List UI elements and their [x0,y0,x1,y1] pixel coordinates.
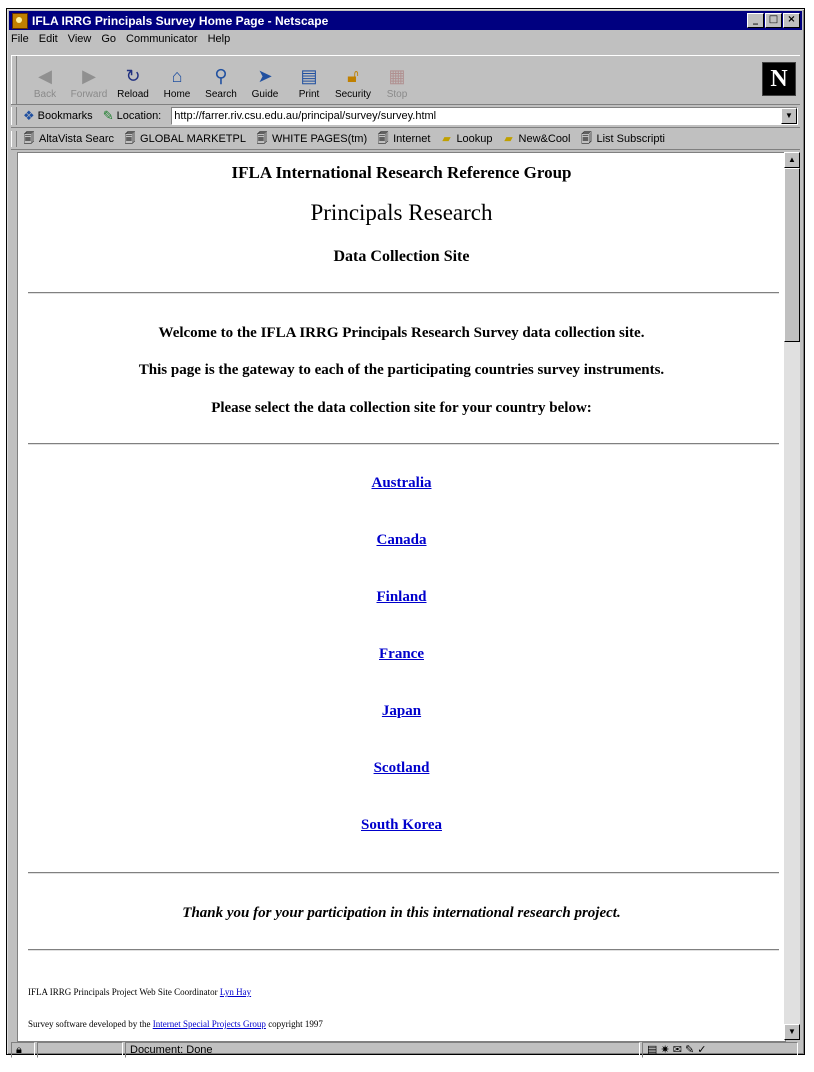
software-group-link[interactable]: Internet Special Projects Group [152,1019,266,1029]
bookmarks-icon: ❖ [23,108,35,123]
status-text: Document: Done [125,1042,640,1058]
location-icon: ✎ [102,108,114,123]
search-button[interactable]: ⚲ Search [205,65,237,100]
security-status-icon[interactable]: 🔒︎ [11,1042,35,1058]
forward-arrow-icon: ▶ [82,65,96,86]
links-grip[interactable] [11,131,17,147]
divider [28,872,779,874]
guide-icon: ➤ [257,65,273,86]
bookmark-page-icon: 🗐︎ [124,133,136,145]
print-icon: ▤ [300,65,318,86]
search-icon: ⚲ [214,65,228,86]
home-button[interactable]: ⌂ Home [163,65,191,100]
scroll-down-icon[interactable]: ▼ [784,1024,800,1040]
location-grip[interactable] [11,107,17,125]
country-link-australia[interactable]: Australia [371,475,432,491]
stop-icon: ▦ [388,65,406,86]
bookmarks-button[interactable]: ❖ Bookmarks [23,108,93,123]
coordinator-link[interactable]: Lyn Hay [219,987,252,997]
guide-button[interactable]: ➤ Guide [251,65,279,100]
netscape-app-icon [12,13,28,29]
security-button[interactable]: 🔓︎ Security [334,65,372,100]
location-label: ✎ Location: [102,108,162,123]
page-viewport[interactable] [17,152,786,1042]
welcome-text: Welcome to the IFLA IRRG Principals Research Survey data collection site. [158,325,645,341]
reload-button[interactable]: ↻ Reload [117,65,149,100]
back-arrow-icon: ◀ [38,65,52,86]
status-bar [11,1042,800,1058]
print-button[interactable]: ▤ Print [298,65,320,100]
link-global-marketplace[interactable]: 🗐︎ GLOBAL MARKETPL [124,133,246,145]
divider [28,292,779,294]
toolbar-grip[interactable] [11,56,17,104]
menu-file[interactable]: File [11,33,29,45]
maximize-button[interactable]: □ [765,13,782,28]
bookmark-page-icon: 🗐︎ [581,133,592,145]
folder-icon: ▰ [442,133,451,145]
folder-icon: ▰ [504,133,513,145]
personal-toolbar [11,129,800,150]
menu-communicator[interactable]: Communicator [126,33,198,45]
gateway-text: This page is the gateway to each of the participating countries survey instruments. [138,362,665,378]
select-instruction: Please select the data collection site for your country below: [211,400,592,416]
close-button[interactable]: × [783,13,800,28]
forward-button[interactable]: ▶ Forward [70,65,108,100]
country-link-canada[interactable]: Canada [376,532,427,548]
software-line: Survey software developed by the Internet Special Projects Group copyright 1997 [28,1019,323,1029]
menu-go[interactable]: Go [101,33,117,45]
link-list-subscription[interactable]: 🗐︎ List Subscripti [581,133,665,145]
bookmark-page-icon: 🗐︎ [377,133,389,145]
window-title: IFLA IRRG Principals Survey Home Page - Netscape [32,13,329,28]
progress-field [37,1042,123,1058]
scroll-thumb[interactable] [784,168,800,342]
home-icon: ⌂ [171,65,183,86]
country-link-scotland[interactable]: Scotland [373,760,430,776]
title-bar [9,11,802,30]
country-link-japan[interactable]: Japan [381,703,422,719]
url-dropdown-icon[interactable]: ▼ [781,108,797,124]
navigation-toolbar [11,55,800,105]
country-link-south-korea[interactable]: South Korea [361,817,442,833]
org-heading: IFLA International Research Reference Group [231,163,572,182]
thanks-text: Thank you for your participation in this international research project. [182,905,621,921]
stop-button[interactable]: ▦ Stop [386,65,408,100]
country-link-france[interactable]: France [379,646,424,662]
scroll-up-icon[interactable]: ▲ [784,152,800,168]
link-altavista[interactable]: 🗐︎ AltaVista Searc [23,133,115,145]
menu-edit[interactable]: Edit [38,33,58,45]
link-new-cool[interactable]: ▰ New&Cool [504,133,571,145]
location-toolbar [11,105,800,128]
divider [28,443,779,445]
vertical-scrollbar[interactable] [784,152,800,1040]
netscape-logo[interactable]: N [762,62,796,96]
url-input[interactable]: http://farrer.riv.csu.edu.au/principal/survey/survey.html ▼ [171,107,798,125]
menu-bar [11,33,240,51]
menu-view[interactable]: View [67,33,92,45]
link-lookup[interactable]: ▰ Lookup [442,133,493,145]
link-white-pages[interactable]: 🗐︎ WHITE PAGES(tm) [256,133,368,145]
link-internet[interactable]: 🗐︎ Internet [377,133,431,145]
bookmark-page-icon: 🗐︎ [23,133,35,145]
page-subtitle: Data Collection Site [333,248,470,265]
reload-icon: ↻ [125,65,141,86]
coordinator-line: IFLA IRRG Principals Project Web Site Coordinator Lyn Hay [28,987,252,997]
divider [28,949,779,951]
page-title: Principals Research [310,200,493,225]
browser-window [6,8,805,1055]
minimize-button[interactable]: _ [747,13,764,28]
component-bar[interactable]: ▤ ✷ ✉ ✎ ✓ [642,1042,798,1058]
security-lock-icon: 🔓︎ [347,65,359,86]
bookmark-page-icon: 🗐︎ [256,133,268,145]
menu-help[interactable]: Help [207,33,231,45]
country-link-finland[interactable]: Finland [376,589,427,605]
back-button[interactable]: ◀ Back [33,65,57,100]
